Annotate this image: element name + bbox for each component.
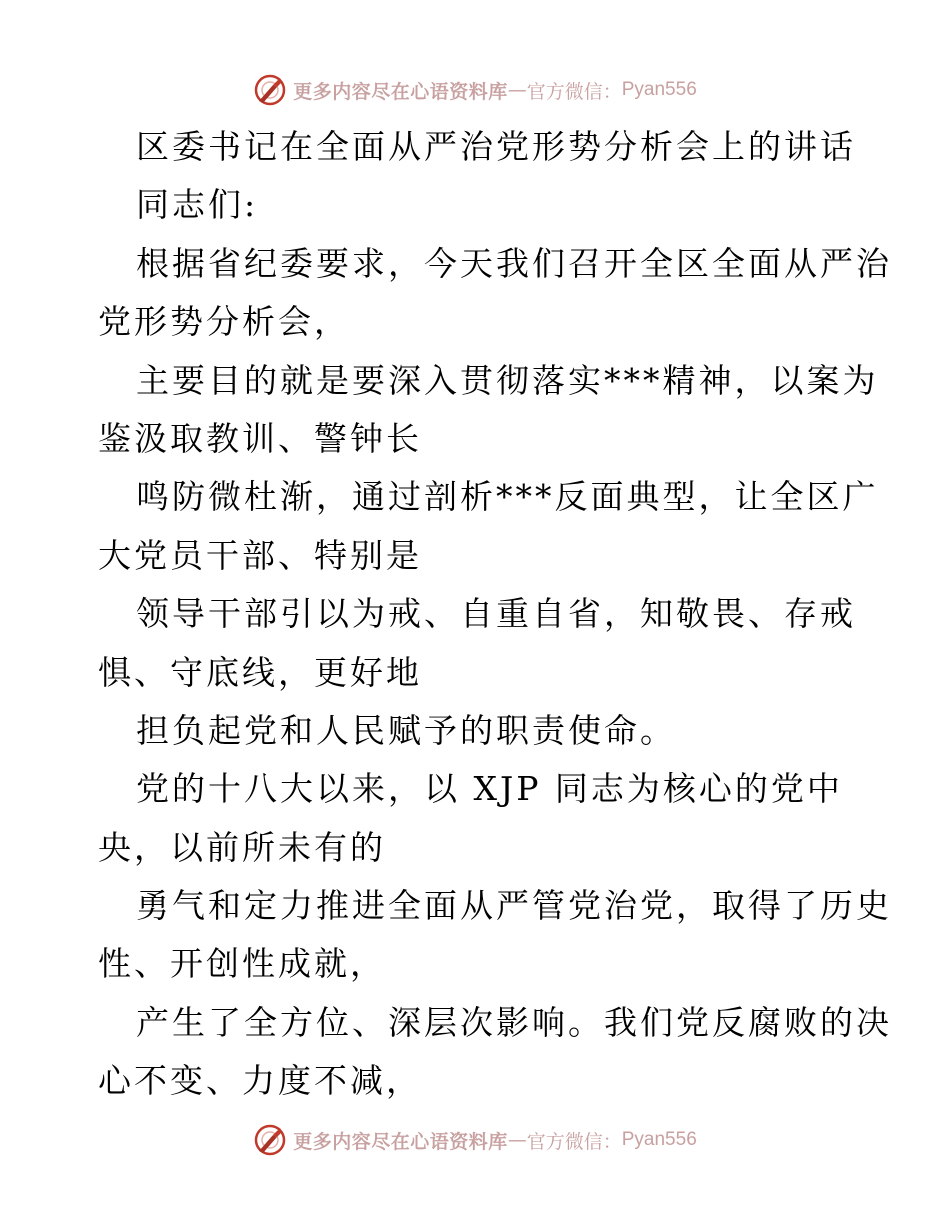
- document-line: 惧、守底线，更好地: [98, 652, 422, 692]
- document-line: 党形势分析会，: [98, 302, 350, 342]
- document-line: 担负起党和人民赋予的职责使命。: [136, 710, 676, 750]
- document-line: 性、开创性成就，: [98, 944, 386, 984]
- document-line: 大党员干部、特别是: [98, 535, 422, 575]
- document-line: 勇气和定力推进全面从严管党治党，取得了历史: [136, 886, 892, 926]
- banner-wechat-label: 官方微信：: [526, 80, 622, 103]
- banner-separator: —: [507, 79, 527, 101]
- document-line: 心不变、力度不减，: [98, 1061, 422, 1101]
- document-line: 区委书记在全面从严治党形势分析会上的讲话: [136, 127, 856, 166]
- document-line: 领导干部引以为戒、自重自省，知敬畏、存戒: [136, 594, 856, 634]
- header-banner: [0, 70, 950, 110]
- banner-wechat-label: 官方微信：: [526, 1130, 622, 1153]
- document-line: 央，以前所未有的: [98, 827, 386, 867]
- document-line: 党的十八大以来，以 XJP 同志为核心的党中: [136, 769, 843, 809]
- document-line: 鉴汲取教训、警钟长: [98, 418, 422, 458]
- document-line: 主要目的就是要深入贯彻落实***精神，以案为: [136, 360, 879, 400]
- footer-banner: [0, 1120, 950, 1160]
- document-line: 鸣防微杜渐，通过剖析***反面典型，让全区广: [136, 477, 879, 517]
- document-body: [98, 118, 892, 1111]
- pen-nib-logo-icon: [253, 1123, 287, 1157]
- banner-wechat-id: Pyan556: [621, 79, 697, 100]
- pen-nib-logo-icon: [253, 73, 287, 107]
- banner-separator: —: [507, 1129, 527, 1151]
- banner-site-text: 更多内容尽在心语资料库: [293, 80, 508, 103]
- document-line: 产生了全方位、深层次影响。我们党反腐败的决: [136, 1002, 892, 1042]
- banner-wechat-id: Pyan556: [621, 1129, 697, 1150]
- document-line: 同志们:: [136, 185, 259, 225]
- document-line: 根据省纪委要求，今天我们召开全区全面从严治: [136, 243, 892, 283]
- banner-site-text: 更多内容尽在心语资料库: [293, 1130, 508, 1153]
